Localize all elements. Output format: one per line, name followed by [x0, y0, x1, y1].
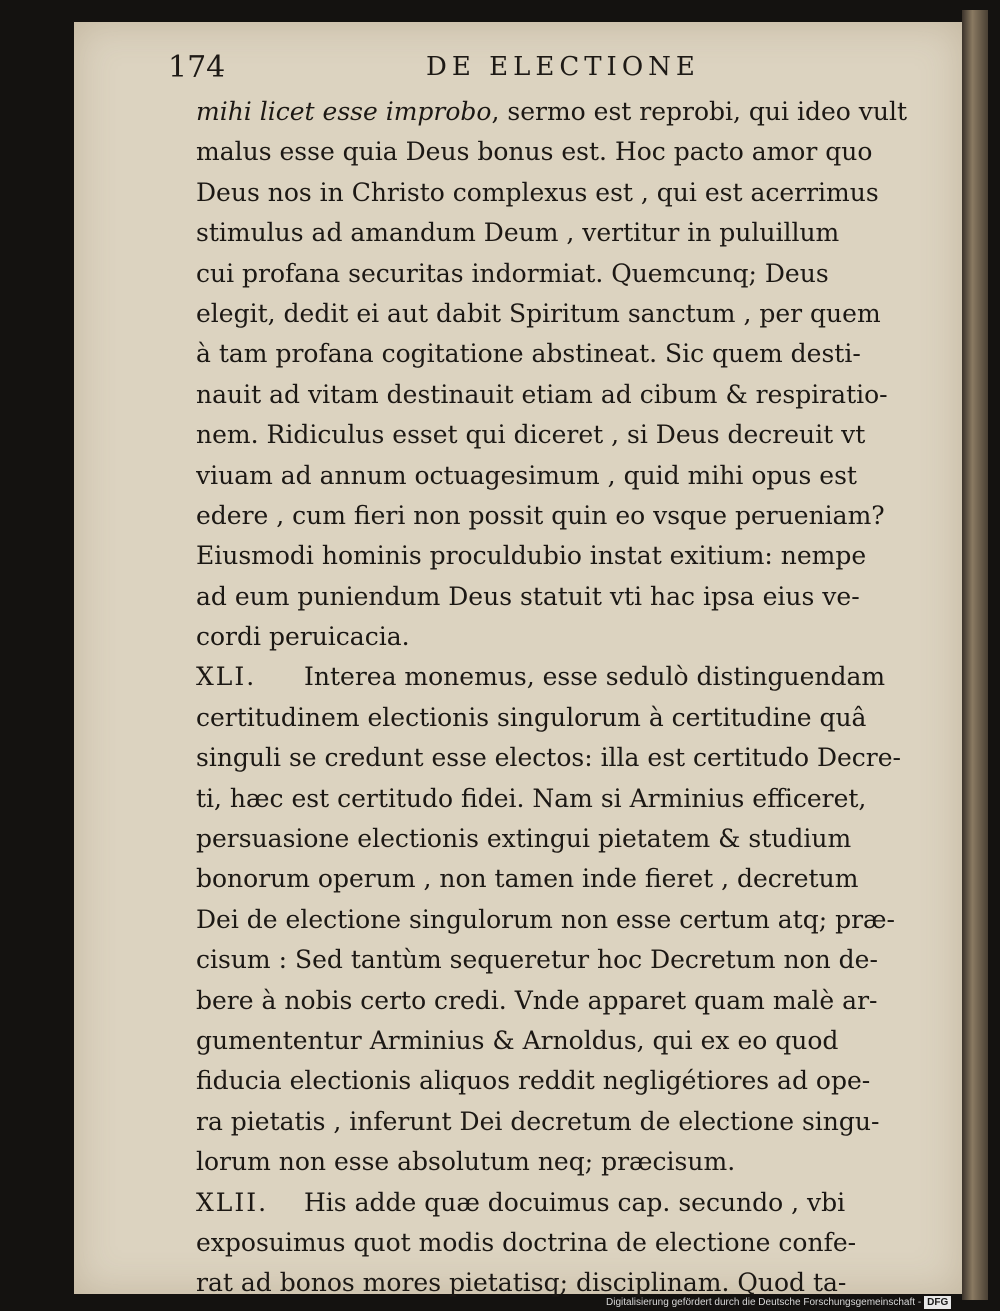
line-text: stimulus ad amandum Deum , vertitur in puluillum [196, 218, 840, 248]
line-text: ti, hæc est certitudo fidei. Nam si Arminius efficeret, [196, 783, 867, 813]
text-line [196, 940, 912, 980]
page-number: 174 [168, 50, 226, 85]
line-text: Dei de electione singulorum non esse certum atq; præ- [196, 904, 895, 934]
running-head-title: DE ELECTIONE [426, 52, 700, 82]
line-text: nem. Ridiculus esset qui diceret , si Deus decreuit vt [196, 420, 866, 450]
text-line [196, 456, 912, 496]
line-text: gumententur Arminius & Arnoldus, qui ex eo quod [196, 1025, 839, 1055]
text-line [196, 213, 912, 253]
italic-text: mihi licet esse improbo [196, 97, 492, 126]
text-line [196, 738, 912, 778]
line-text: nauit ad vitam destinauit etiam ad cibum & respiratio- [196, 379, 888, 409]
text-line [196, 496, 912, 536]
line-text: à tam profana cogitatione abstineat. Sic quem desti- [196, 339, 861, 369]
text-line [196, 657, 912, 697]
text-line [196, 577, 912, 617]
section-numeral: XLI. [196, 662, 257, 692]
line-text: cisum : Sed tantùm sequeretur hoc Decretum non de- [196, 945, 878, 975]
text-line [196, 536, 912, 576]
text-line [196, 132, 912, 172]
line-text: malus esse quia Deus bonus est. Hoc pacto amor quo [196, 137, 873, 167]
body-text [196, 92, 912, 1304]
line-text: Interea monemus, esse sedulò distinguendam [304, 662, 886, 692]
line-text: rat ad bonos mores pietatisq; disciplinam. Quod ta- [196, 1268, 847, 1298]
text-line [196, 900, 912, 940]
line-text: ra pietatis , inferunt Dei decretum de electione singu- [196, 1106, 880, 1136]
line-text: singuli se credunt esse electos: illa est certitudo Decre- [196, 743, 901, 773]
text-line [196, 415, 912, 455]
line-text: certitudinem electionis singulorum à certitudine quâ [196, 702, 867, 732]
line-text: fiducia electionis aliquos reddit negligétiores ad ope- [196, 1066, 871, 1096]
digitization-footer [606, 1294, 996, 1311]
line-text: Eiusmodi hominis proculdubio instat exitium: nempe [196, 541, 867, 571]
line-text: bonorum operum , non tamen inde fieret , decretum [196, 864, 859, 894]
text-line [196, 819, 912, 859]
line-text: cordi peruicacia. [196, 622, 410, 652]
line-text: edere , cum fieri non possit quin eo vsque perueniam? [196, 500, 885, 530]
text-line [196, 375, 912, 415]
text-line [196, 698, 912, 738]
line-text: , sermo est reprobi, qui ideo vult [491, 97, 908, 126]
text-line [196, 1102, 912, 1142]
text-line [196, 859, 912, 899]
line-text: exposuimus quot modis doctrina de electione confe- [196, 1227, 857, 1257]
text-line [196, 294, 912, 334]
text-line [196, 1061, 912, 1101]
line-text: persuasione electionis extingui pietatem & studium [196, 824, 852, 854]
line-text: cui profana securitas indormiat. Quemcunq; Deus [196, 258, 829, 288]
footer-credit: Digitalisierung gefördert durch die Deutsche Forschungsgemeinschaft - [606, 1297, 922, 1308]
book-page-edge [962, 10, 988, 1300]
section-numeral: XLII. [196, 1187, 269, 1217]
line-text: Deus nos in Christo complexus est , qui est acerrimus [196, 177, 879, 207]
text-line [196, 1223, 912, 1263]
running-head [168, 46, 908, 86]
text-line [196, 92, 912, 132]
dfg-logo: DFG [924, 1296, 951, 1309]
text-line [196, 779, 912, 819]
line-text: ad eum puniendum Deus statuit vti hac ipsa eius ve- [196, 581, 860, 611]
line-text: His adde quæ docuimus cap. secundo , vbi [304, 1187, 846, 1217]
line-text: elegit, dedit ei aut dabit Spiritum sanctum , per quem [196, 298, 881, 328]
text-line [196, 1183, 912, 1223]
line-text: bere à nobis certo credi. Vnde apparet quam malè ar- [196, 985, 878, 1015]
line-text: lorum non esse absolutum neq; præcisum. [196, 1147, 736, 1177]
text-line [196, 1021, 912, 1061]
text-line [196, 334, 912, 374]
text-line [196, 1142, 912, 1182]
line-text: viuam ad annum octuagesimum , quid mihi opus est [196, 460, 857, 490]
text-line [196, 173, 912, 213]
text-line [196, 617, 912, 657]
text-line [196, 981, 912, 1021]
text-line [196, 254, 912, 294]
